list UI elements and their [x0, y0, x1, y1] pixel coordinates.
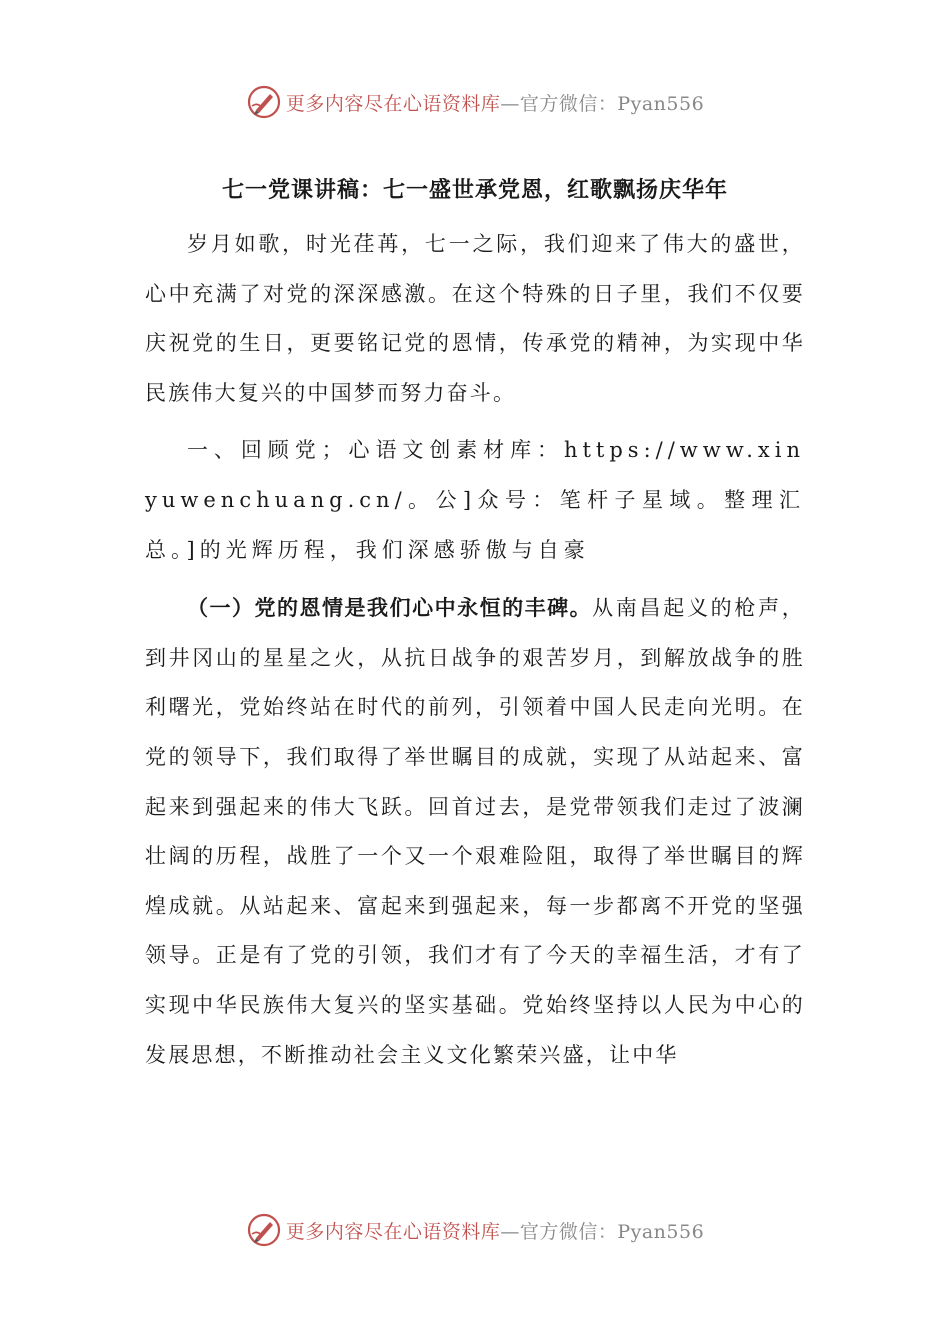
banner-wechat: —官方微信：Pyan556: [500, 1220, 705, 1243]
subsection-lead: （一）党的恩情是我们心中永恒的丰碑。: [187, 595, 593, 621]
subsection-paragraph-1: [145, 583, 805, 1080]
banner-text: [286, 1217, 704, 1244]
banner-wechat: —官方微信：Pyan556: [500, 92, 705, 115]
subsection-body: 从南昌起义的枪声，到井冈山的星星之火，从抗日战争的艰苦岁月，到解放战争的胜利曙光，党始终站在时代的前列，引领着中国人民走向光明。在党的领导下，我们取得了举世瞩目的成就，实现了从站起来、富起来到强起来的伟大飞跃。回首过去，是党带领我们走过了波澜壮阔的历程，战胜了一个又一个艰难险阻，取得了举世瞩目的辉煌成就。从站起来、富起来到强起来，每一步都离不开党的坚强领导。正是有了党的引领，我们才有了今天的幸福生活，才有了实现中华民族伟大复兴的坚实基础。党始终坚持以人民为中心的发展思想，不断推动社会主义文化繁荣兴盛，让中华: [145, 596, 805, 1067]
document-body: [145, 170, 805, 1088]
pen-logo-icon: [246, 84, 282, 120]
banner-text: [286, 89, 704, 116]
banner-brand: 更多内容尽在心语资料库: [285, 1220, 501, 1243]
header-banner: [0, 82, 950, 122]
document-title: 七一党课讲稿：七一盛世承党恩，红歌飘扬庆华年: [221, 177, 728, 203]
banner-brand: 更多内容尽在心语资料库: [285, 92, 501, 115]
intro-paragraph: 岁月如歌，时光荏苒，七一之际，我们迎来了伟大的盛世，心中充满了对党的深深感激。在这个特殊的日子里，我们不仅要庆祝党的生日，更要铭记党的恩情，传承党的精神，为实现中华民族伟大复兴的中国梦而努力奋斗。: [145, 232, 805, 405]
footer-banner: [0, 1210, 950, 1250]
pen-logo-icon: [246, 1212, 282, 1248]
section-heading-1: 一、回顾党；心语文创素材库：https://www.xinyuwenchuang.cn/。公]众号：笔杆子星域。整理汇总。]的光辉历程，我们深感骄傲与自豪: [145, 438, 805, 562]
